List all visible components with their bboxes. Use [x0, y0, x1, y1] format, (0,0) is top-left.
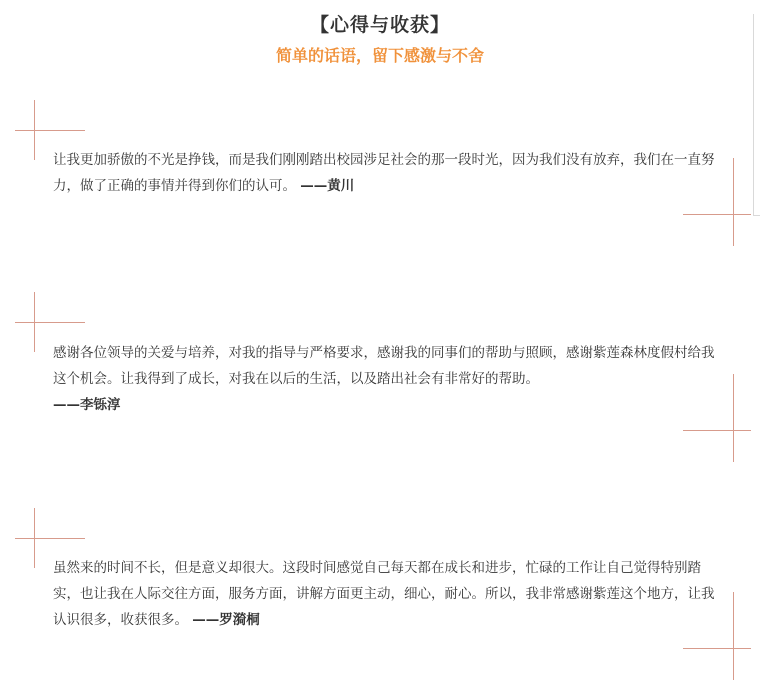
crosshair-bottom-right-h [683, 214, 751, 215]
testimonial-3 [53, 555, 723, 633]
testimonial-2 [53, 340, 723, 418]
testimonial-signature: ——李铄淳 [53, 397, 121, 413]
page-title: 【心得与收获】 [309, 14, 450, 36]
crosshair-top-left-h [15, 538, 85, 539]
testimonial-text: 虽然来的时间不长，但是意义却很大。这段时间感觉自己每天都在成长和进步，忙碌的工作让自己觉得特别踏实，也让我在人际交往方面，服务方面，讲解方面更主动，细心，耐心。所以，我非常感谢紫莲这个地方，让我认识很多，收获很多。 [53, 560, 715, 628]
testimonial-1 [53, 147, 723, 199]
crosshair-top-left-v [34, 292, 35, 352]
crosshair-top-left-v [34, 100, 35, 160]
scroll-rule [753, 14, 754, 216]
crosshair-top-left-h [15, 322, 85, 323]
testimonial-text: 让我更加骄傲的不光是挣钱，而是我们刚刚踏出校园涉足社会的那一段时光，因为我们没有放弃，我们在一直努力，做了正确的事情并得到你们的认可。 [53, 152, 715, 194]
page-subtitle: 简单的话语，留下感激与不舍 [275, 46, 484, 65]
crosshair-bottom-right-v [733, 592, 734, 680]
crosshair-bottom-right-v [733, 158, 734, 246]
crosshair-top-left-v [34, 508, 35, 568]
testimonial-signature: ——黄川 [300, 178, 355, 194]
crosshair-top-left-h [15, 130, 85, 131]
testimonial-text: 感谢各位领导的关爱与培养，对我的指导与严格要求，感谢我的同事们的帮助与照顾，感谢紫莲森林度假村给我这个机会。让我得到了成长，对我在以后的生活，以及踏出社会有非常好的帮助。 [53, 345, 715, 387]
crosshair-bottom-right-h [683, 648, 751, 649]
testimonial-signature: ——罗漪桐 [192, 612, 260, 628]
crosshair-bottom-right-h [683, 430, 751, 431]
crosshair-bottom-right-v [733, 374, 734, 462]
